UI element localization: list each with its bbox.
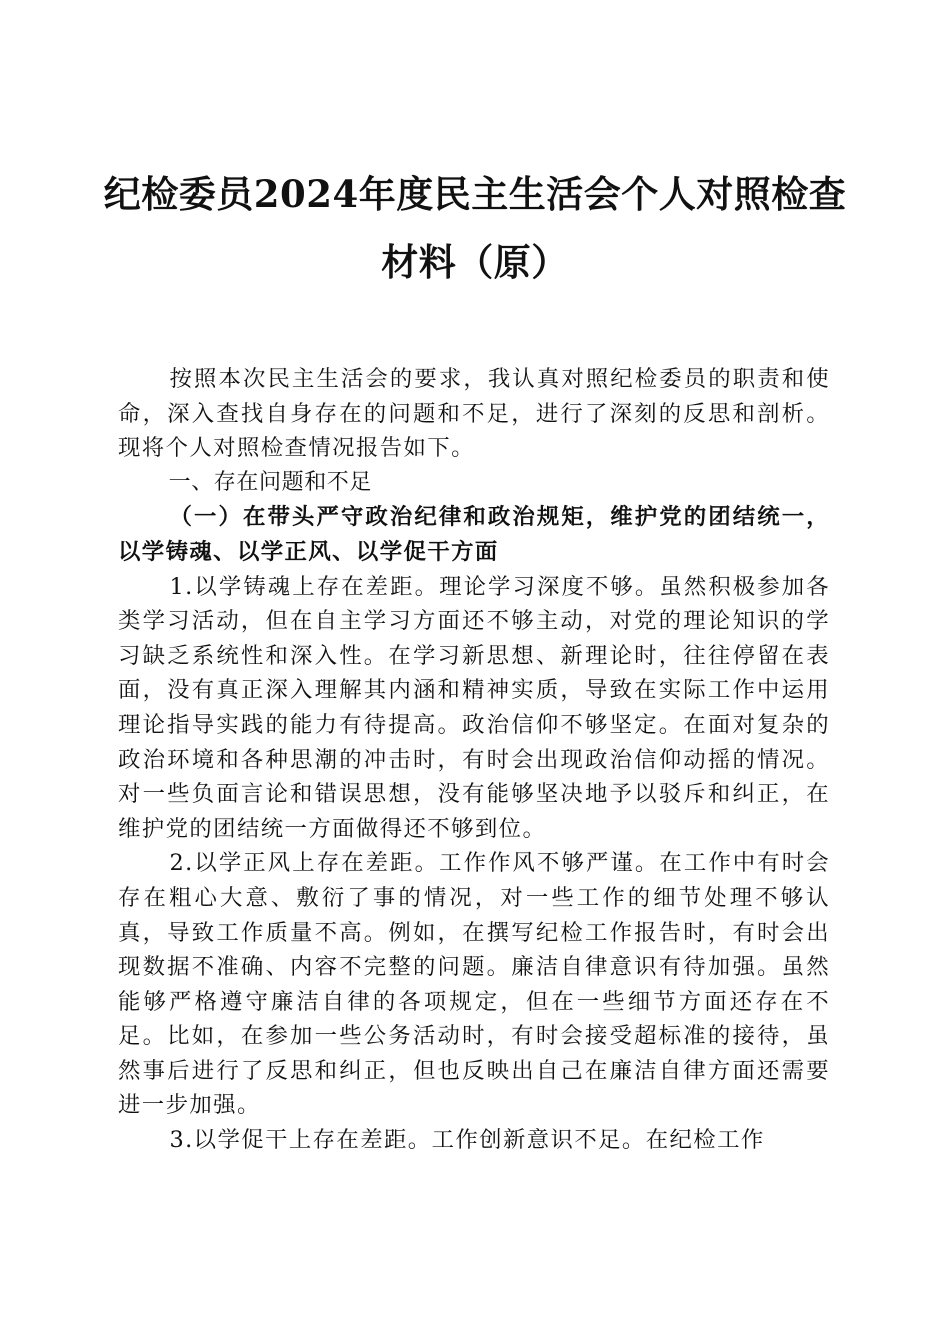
document-body xyxy=(118,362,830,1158)
subsection-heading: （一）在带头严守政治纪律和政治规矩，维护党的团结统一，以学铸魂、以学正风、以学促干方面 xyxy=(118,504,830,565)
item-paragraph-1: 1.以学铸魂上存在差距。理论学习深度不够。虽然积极参加各类学习活动，但在自主学习方面还不够主动，对党的理论知识的学习缺乏系统性和深入性。在学习新思想、新理论时，往往停留在表面，没有真正深入理解其内涵和精神实质，导致在实际工作中运用理论指导实践的能力有待提高。政治信仰不够坚定。在面对复杂的政治环境和各种思潮的冲击时，有时会出现政治信仰动摇的情况。对一些负面言论和错误思想，没有能够坚决地予以驳斥和纠正，在维护党的团结统一方面做得还不够到位。 xyxy=(118,573,830,842)
item-paragraph-3: 3.以学促干上存在差距。工作创新意识不足。在纪检工作 xyxy=(169,1127,765,1154)
document-title-line-2: 材料（原） xyxy=(381,240,569,284)
item-paragraph-2: 2.以学正风上存在差距。工作作风不够严谨。在工作中有时会存在粗心大意、敷衍了事的情况，对一些工作的细节处理不够认真，导致工作质量不高。例如，在撰写纪检工作报告时，有时会出现数据不准确、内容不完整的问题。廉洁自律意识有待加强。虽然能够严格遵守廉洁自律的各项规定，但在一些细节方面还存在不足。比如，在参加一些公务活动时，有时会接受超标准的接待，虽然事后进行了反思和纠正，但也反映出自己在廉洁自律方面还需要进一步加强。 xyxy=(118,850,830,1119)
intro-paragraph: 按照本次民主生活会的要求，我认真对照纪检委员的职责和使命，深入查找自身存在的问题和不足，进行了深刻的反思和剖析。现将个人对照检查情况报告如下。 xyxy=(118,366,830,462)
document-title-line-1: 纪检委员2024年度民主生活会个人对照检查 xyxy=(103,172,847,216)
section-heading: 一、存在问题和不足 xyxy=(168,469,372,495)
